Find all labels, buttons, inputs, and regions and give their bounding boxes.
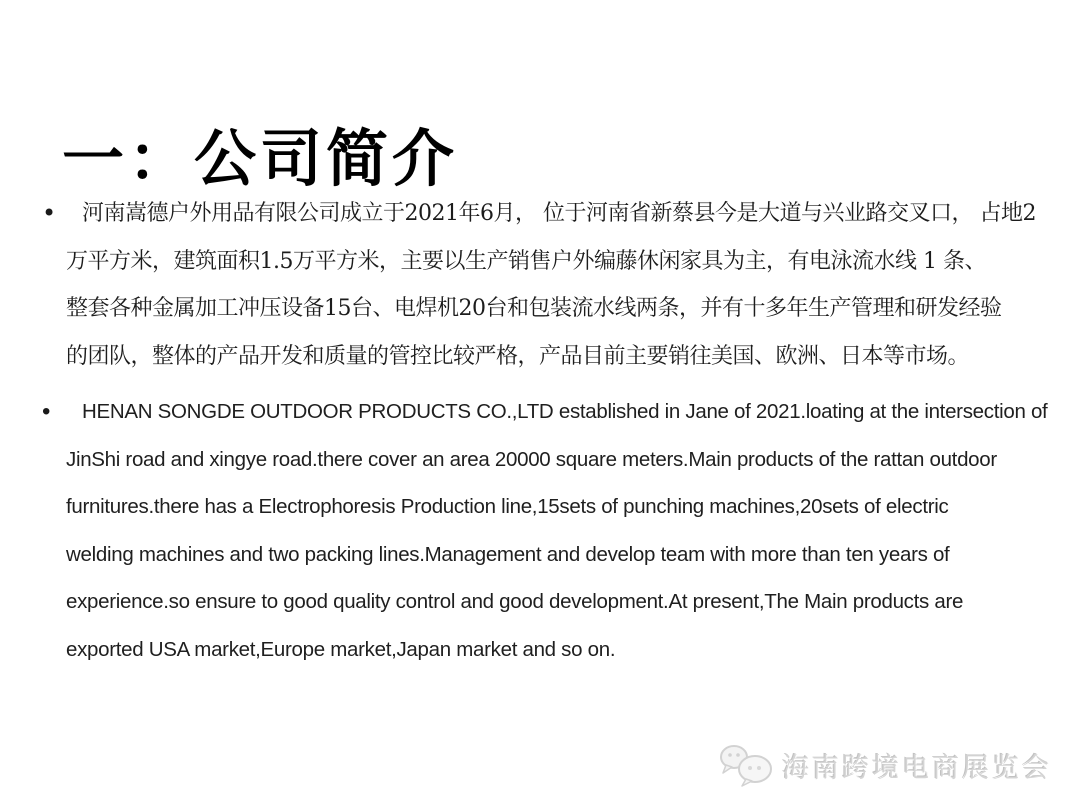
text-line: 整套各种金属加工冲压设备15台、电焊机20台和包装流水线两条，并有十多年生产管理和研发经验 — [66, 296, 1002, 321]
bullet-item-chinese-intro — [42, 190, 1050, 380]
text-line: exported USA market,Europe market,Japan market and so on. — [66, 637, 616, 661]
chat-bubbles-icon — [718, 742, 774, 788]
text-line: furnitures.there has a Electrophoresis Production line,15sets of punching machines,20sets of electric — [66, 495, 949, 519]
page-title: 一：公司简介 — [62, 121, 459, 195]
bullet-marker: • — [42, 199, 56, 227]
text-line: experience.so ensure to good quality control and good development.At present,The Main products are — [66, 590, 964, 614]
text-line: HENAN SONGDE OUTDOOR PRODUCTS CO.,LTD established in Jane of 2021.loating at the intersection of — [82, 400, 1048, 423]
text-line: 河南嵩德户外用品有限公司成立于2021年6月， 位于河南省新蔡县今是大道与兴业路交叉口， 占地2 — [82, 201, 1036, 226]
bullet-marker: • — [42, 398, 51, 425]
text-line: 的团队，整体的产品开发和质量的管控比较严格，产品目前主要销往美国、欧洲、日本等市场。 — [66, 343, 970, 369]
text-line: 万平方米，建筑面积1.5万平方米，主要以生产销售户外编藤休闲家具为主，有电泳流水线 1 条、 — [66, 248, 986, 274]
watermark — [718, 742, 1052, 788]
bullet-item-english-intro — [42, 388, 1050, 674]
watermark-text: 海南跨境电商展览会 — [782, 752, 1052, 784]
text-line: welding machines and two packing lines.Management and develop team with more than ten years of — [66, 542, 950, 566]
text-line: JinShi road and xingye road.there cover an area 20000 square meters.Main products of the rattan outdoor — [66, 447, 997, 471]
